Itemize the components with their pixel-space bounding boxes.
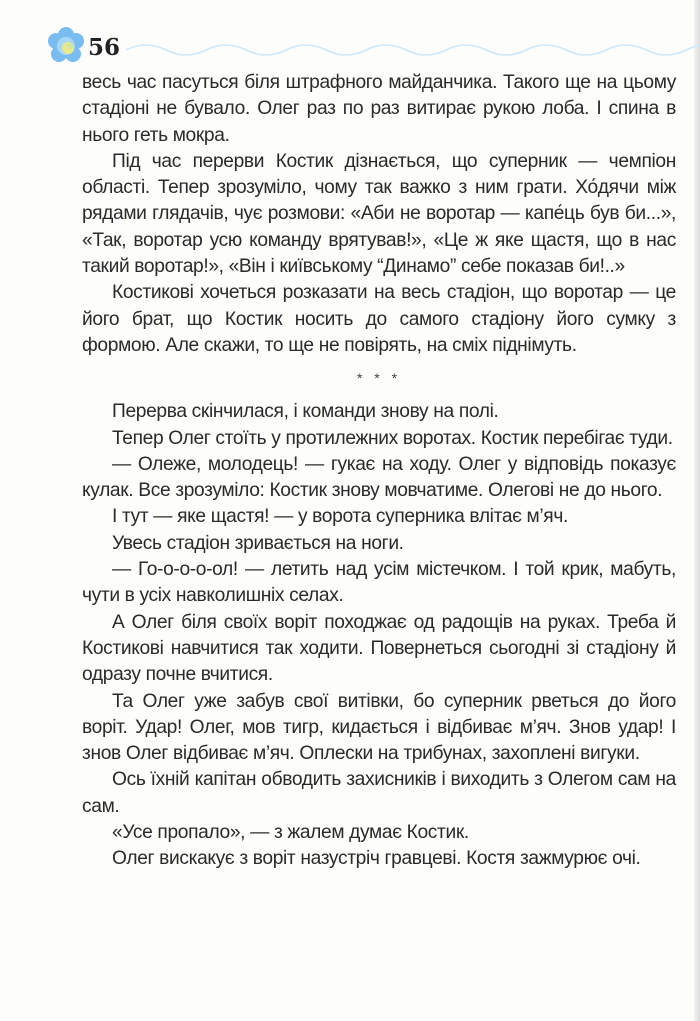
paragraph: Олег вискакує з воріт назустріч гравцеві. Костя зажмурює очі. [112, 848, 641, 870]
paragraph: А Олег біля своїх воріт походжає од радощів на руках. Треба й Костикові навчитися так ходити. Повернеться сьогодні зі стадіону й одразу почне вчитися. [82, 611, 676, 686]
page-number: 56 [88, 34, 121, 61]
paragraph: Костикові хочеться розказати на весь стадіон, що воротар — це його брат, що Костик носить до самого стадіону його сумку з формою. Але скажи, то ще не повірять, на сміх піднімуть. [82, 282, 676, 356]
paragraph: Тепер Олег стоїть у протилежних воротах. Костик перебігає туди. [112, 427, 673, 449]
paragraph: «Усе пропало», — з жалем думає Костик. [112, 822, 469, 844]
decorative-wave-line [126, 38, 700, 58]
paragraph: І тут — яке щастя! — у ворота суперника влітає м’яч. [112, 506, 568, 528]
paragraph: Під час перерви Костик дізнається, що суперник — чемпіон області. Тепер зрозуміло, чому так важко з ним грати. Хо́дячи між рядами глядачів, чує розмови: «Аби не воротар — капе́ць був би...», «Так, воротар усю команду врятував!», «Це ж яке щастя, що в нас такий воротар!», «Він і київському “Динамо” себе показав би!..» [82, 150, 676, 278]
paragraph: Та Олег уже забув свої витівки, бо суперник рветься до його воріт. Удар! Олег, мов тигр, кидається і відбиває м’яч. Знов удар! І знов Олег відбиває м’яч. Оплески на трибунах, захоплені вигуки. [82, 690, 676, 765]
page-edge-shadow [694, 0, 700, 1021]
paragraph: — Олеже, молодець! — гукає на ходу. Олег у відповідь показує кулак. Все зрозуміло: Костик знову мовчатиме. Олегові не до нього. [82, 453, 676, 502]
paragraph: — Го-о-о-о-ол! — летить над усім містечком. І той крик, мабуть, чути в усіх навколишніх селах. [82, 559, 676, 607]
paragraph: Перерва скінчилася, і команди знову на полі. [112, 401, 499, 423]
paragraph: Увесь стадіон зривається на ноги. [112, 532, 404, 554]
flower-icon [46, 26, 86, 66]
section-break: * * * [356, 370, 402, 387]
story-text [82, 70, 676, 873]
page-header [46, 22, 700, 72]
paragraph: весь час пасуться біля штрафного майданчика. Такого ще на цьому стадіоні не бувало. Олег раз по раз витирає рукою лоба. І спина в нього геть мокра. [82, 72, 676, 146]
paragraph: Ось їхній капітан обводить захисників і виходить з Олегом сам на сам. [82, 769, 676, 817]
